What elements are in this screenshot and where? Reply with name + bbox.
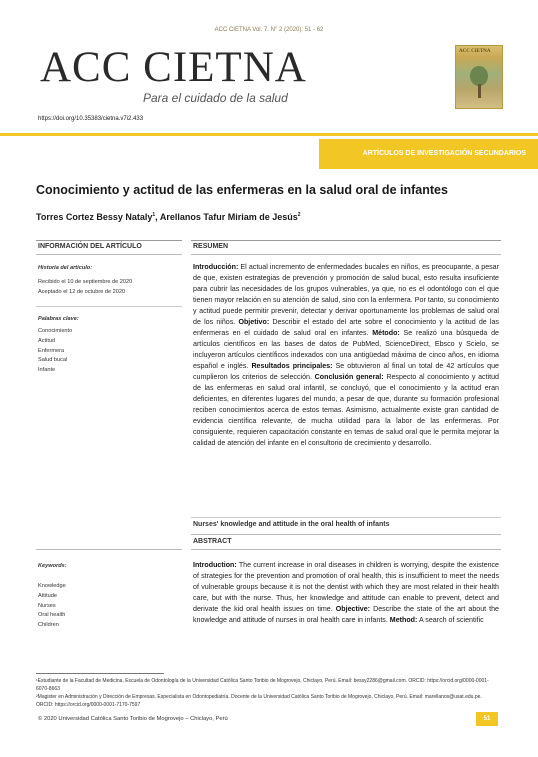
footnote-2: ²Magister en Administración y Dirección de Empresas. Especialista en Odontopediatría. Docente de la Universidad Católica Santo Toribio de Mogrovejo, Chiclayo, Perú. Email: marellanos@usat.edu.pe. ORCID: https://orcid.org/0000-0001-7170-7597 [36,694,482,708]
intro-text: El actual incremento de enfermedades bucales en niños, es preocupante, a pesar de que, existen estrategias de prevención y promoción de salud bucal, esto resulta insuficiente para cubrir las necesidades de los grupos vulnerables, ya que, no es el odontólogo con el que tienen mayor relación en su atención de salud, sino con la enfermera. Por tanto, su conocimiento y actitud puede permitir prevenir, detectar y derivar oportunamente los problemas de salud oral de los niños. [193,263,499,326]
section-banner [319,139,538,169]
divider [191,534,501,535]
objective-en-label: Objective: [335,604,371,613]
tree-illustration [470,66,488,86]
footnote-1: ¹Estudiante de la Facultad de Medicina, Escuela de Odontología de la Universidad Católica Santo Toribio de Mogrovejo, Chiclayo, Perú. Email: bessy2286@gmail.com. ORCID: https://orcid.org/0000-0001-6070-8663 [36,678,489,692]
keywords-list [38,327,72,376]
english-title: Nurses' knowledge and attitude in the oral health of infants [193,521,390,528]
method-en-label: Method: [389,615,418,624]
keyword: Actitud [38,337,56,344]
intro-label: Introducción: [193,263,239,271]
journal-reference: ACC CIETNA Vol. 7. N° 2 (2020): 51 - 62 [214,27,324,33]
keywords-en-label: Keywords: [38,563,67,569]
keywords-label: Palabras clave: [38,316,79,322]
intro-en-text: The current increase in oral diseases in children is worrying, despite the existence of strategies for the prevention and promotion of oral health, this is insufficient to meet the needs of vulnerable groups because it is not the dentist with which they are most related in their health care, but with the nurse. Thus, her knowledge and attitude can enable to prevent, detect and derivate the kid oral health issues on time. [193,561,499,613]
keyword: Enfermera [38,347,65,354]
keyword: Salud bucal [38,357,68,364]
abstract-text [193,560,499,626]
journal-logo-title: ACC CIETNA [40,44,307,91]
footnote-divider [36,673,164,674]
abstract-header: ABSTRACT [193,538,232,545]
divider [36,306,182,307]
keyword-en: Children [38,622,59,629]
divider [191,517,501,518]
divider [191,549,501,550]
header-band [0,133,538,136]
keywords-en-list [38,582,66,631]
objective-text: Describir el estado del arte sobre el conocimiento y la actitud de las enfermeras en el cuidado de salud oral en infantes. [193,317,499,337]
section-label: ARTÍCULOS DE INVESTIGACIÓN SECUNDARIOS [362,150,526,157]
results-label: Resultados principales: [251,361,333,370]
intro-en-label: Introduction: [193,561,237,569]
keyword-en: Nurses [38,602,56,609]
method-label: Método: [372,328,400,337]
accepted-date: Aceptado el 12 de octubre de 2020 [38,289,126,295]
author-1: Torres Cortez Bessy Nataly [36,212,153,222]
author-2: Arellanos Tafur Miriam de Jesús [159,212,298,222]
author-separator: , [155,212,160,222]
keyword: Conocimiento [38,328,73,334]
author-1-sup: 1 [152,212,156,218]
article-info-header: INFORMACIÓN DEL ARTÍCULO [38,243,142,250]
keyword-en: Knowledge [38,583,66,589]
author-2-sup: 2 [297,212,301,218]
objective-en-text: Describe the state of the art about the knowledge and attitude of nurses in oral health care in infants. [193,604,499,624]
authors [36,212,301,222]
divider [191,254,501,255]
journal-logo-subtitle: Para el cuidado de la salud [143,91,288,105]
resumen-header: RESUMEN [193,243,229,250]
resumen-text [193,262,499,449]
divider [36,549,182,550]
footnotes [36,677,500,709]
received-date: Recibido el 10 de septiembre de 2020 [38,279,133,285]
keyword-en: Oral health [38,612,66,619]
article-title: Conocimiento y actitud de las enfermeras en la salud oral de infantes [36,183,448,197]
cover-logo-text: ACC CIETNA [459,49,491,54]
keyword-en: Attitude [38,592,57,599]
method-text: Se realizó una búsqueda de artículos científicos en las bases de datos de PubMed, ScienceDirect, Ebsco y Scielo, se incluyeron artículos científicos indexados con una antigüedad máxima de cinco años, en idioma español e inglés. [193,328,499,370]
conclusion-label: Conclusión general: [314,372,384,381]
divider [36,254,182,255]
conclusion-text: Respecto al conocimiento y actitud de las enfermeras en salud oral infantil, se concluyó, que el conocimiento y la actitud eran deficientes, en diferentes lugares del mundo, a pesar de que, durante su formación profesional reciben conocimientos acerca de estos temas. Asimismo, actualmente existe gran cantidad de evidencia científica relevante, de mucha utilidad para la labor de las enfermeras. Por consiguiente, requieren capacitación constante en temas de salud oral que le permita mejorar la calidad de atención del infante en el consultorio de crecimiento y desarrollo. [193,372,499,447]
page-number: 51 [476,712,498,726]
keyword: Infante [38,367,56,374]
method-en-text: A search of scientific [417,615,484,624]
history-label: Historia del artículo: [38,265,93,271]
results-text: Se obtuvieron al final un total de 42 artículos que cumplieron los criterios de selección. [193,361,499,381]
objective-label: Objetivo: [238,317,270,326]
tree-trunk [478,84,481,98]
copyright: © 2020 Universidad Católica Santo Toribio de Mogrovejo – Chiclayo, Perú [38,716,228,722]
divider [36,240,182,241]
journal-cover-image [455,45,503,109]
divider [191,240,501,241]
doi-link[interactable]: https://doi.org/10.35383/cietna.v7i2.433 [38,116,144,122]
